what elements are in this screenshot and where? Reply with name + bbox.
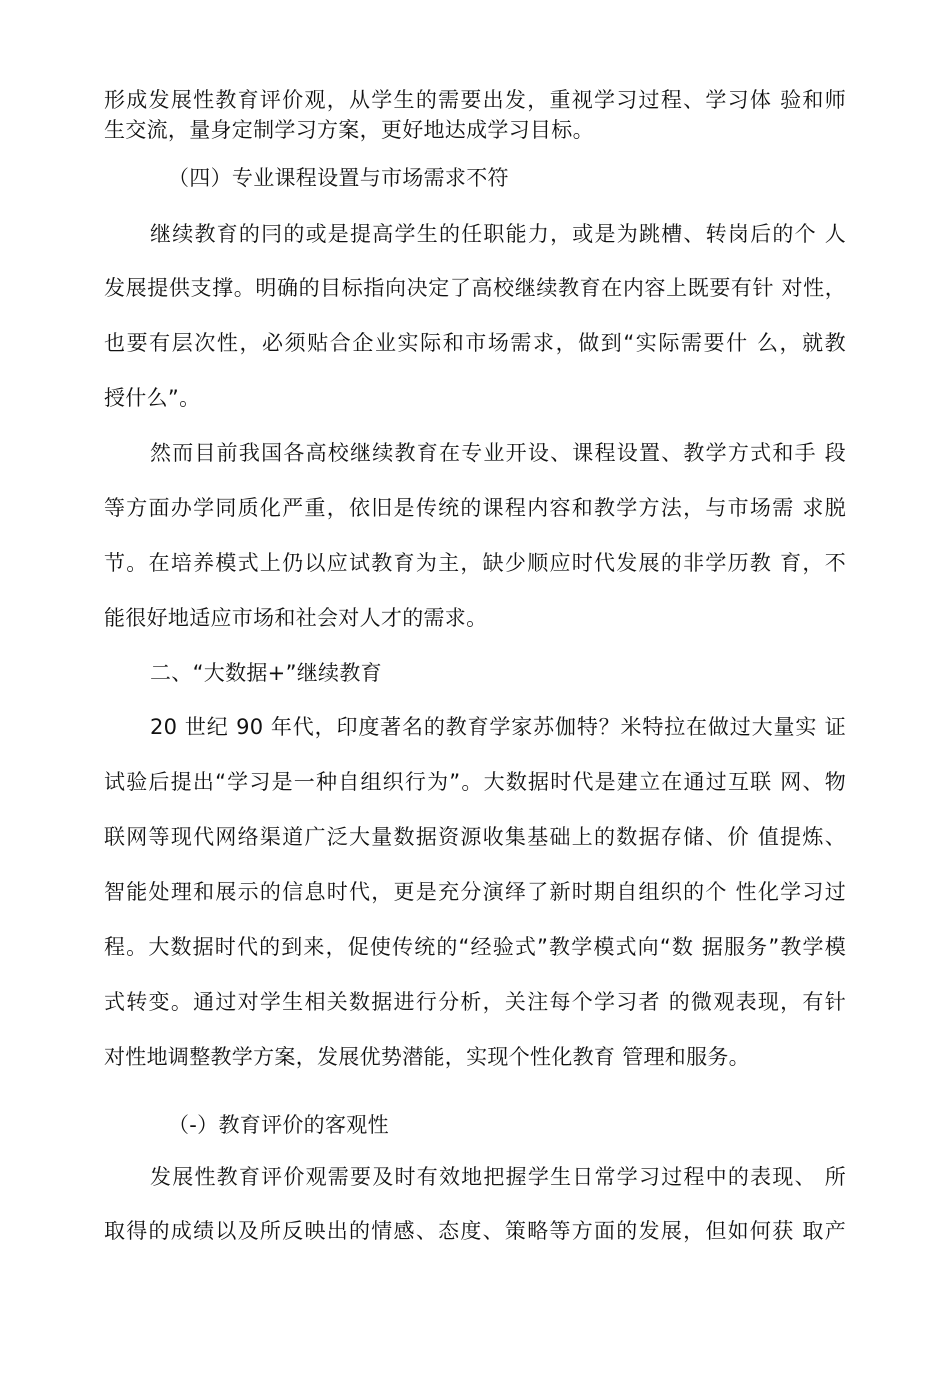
- paragraph-line: 式转变。通过对学生相关数据进行分析，关注每个学习者 的微观表现，有针: [104, 990, 846, 1014]
- paragraph-line: 继续教育的冃的或是提高学生的任职能力，或是为跳槽、转岗后的个 人: [150, 222, 846, 246]
- paragraph-line: 授什么”。: [104, 386, 201, 410]
- section-heading: 二、“大数据+”继续教育: [150, 661, 382, 685]
- paragraph-line: 取得的成绩以及所反映出的情感、态度、策略等方面的发展，但如何获 取产: [104, 1219, 846, 1243]
- paragraph-line: 形成发展性教育评价观，从学生的需要出发，重视学习过程、学习体 验和师: [104, 88, 846, 112]
- paragraph-line: 程。大数据时代的到来，促使传统的“经验式”教学模式向“数 据服务”教学模: [104, 935, 846, 959]
- paragraph-line: 20 世纪 90 年代，印度著名的教育学家苏伽特？米特拉在做过大量实 证: [150, 715, 846, 739]
- paragraph-line: 对性地调整教学方案，发展优势潜能，实现个性化教育 管理和服务。: [104, 1045, 750, 1069]
- paragraph-line: 也要有层次性，必须贴合企业实际和市场需求，做到“实际需要什 么，就教: [104, 331, 846, 355]
- paragraph-line: 发展性教育评价观需要及时有效地把握学生日常学习过程中的表现、 所: [150, 1165, 846, 1189]
- paragraph-line: 智能处理和展示的信息时代，更是充分演绎了新时期自组织的个 性化学习过: [104, 880, 846, 904]
- paragraph-line: 生交流，量身定制学习方案，更好地达成学习目标。: [104, 118, 594, 142]
- paragraph-line: 能很好地适应市场和社会对人才的需求。: [104, 606, 488, 630]
- paragraph-line: 然而目前我国各高校继续教育在专业开设、课程设置、教学方式和手 段: [150, 441, 846, 465]
- paragraph-line: 试验后提出“学习是一种自组织行为”。大数据时代是建立在通过互联 网、物: [104, 770, 846, 794]
- paragraph-line: 等方面办学同质化严重，依旧是传统的课程内容和教学方法，与市场需 求脱: [104, 496, 846, 520]
- paragraph-line: 联网等现代网络渠道广泛大量数据资源收集基础上的数据存储、价 值提炼、: [104, 825, 846, 849]
- section-heading: （四）专业课程设置与市场需求不符: [168, 166, 509, 190]
- section-heading: （-）教育评价的客观性: [168, 1113, 389, 1137]
- paragraph-line: 发展提供支撑。明确的目标指向决定了高校继续教育在内容上既要有针 对性，: [104, 276, 846, 300]
- paragraph-line: 节。在培养模式上仍以应试教育为主，缺少顺应时代发展的非学历教 育，不: [104, 551, 846, 575]
